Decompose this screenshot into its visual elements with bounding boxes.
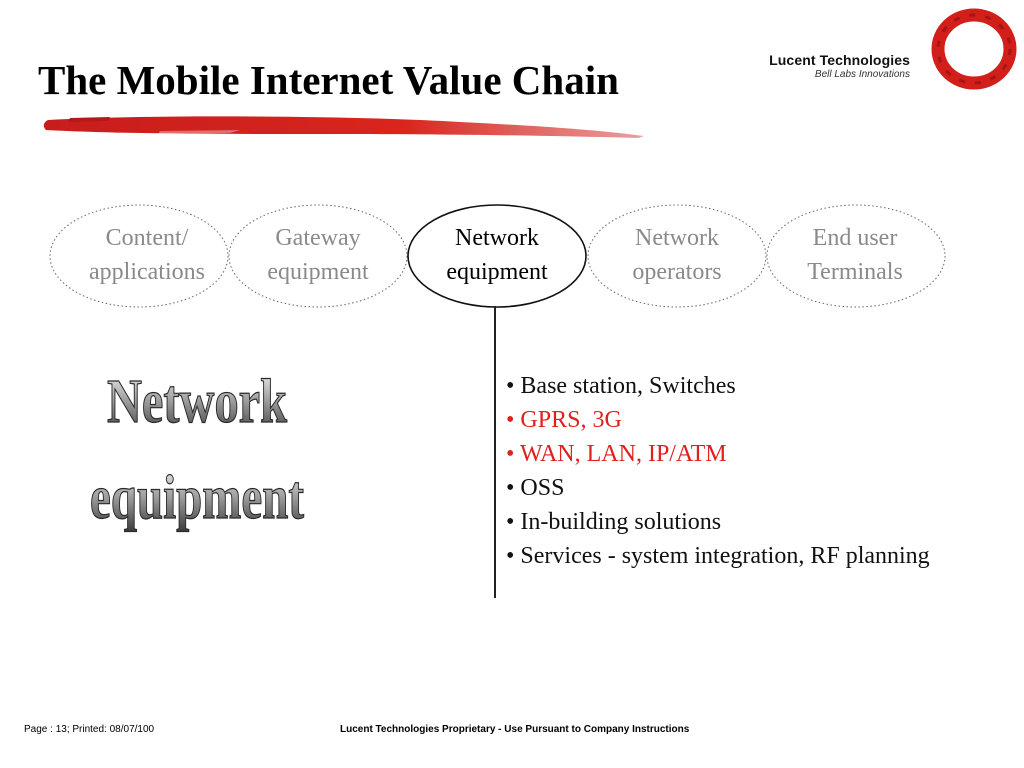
logo-tagline: Bell Labs Innovations <box>814 69 910 80</box>
chain-label-operators: Network operators <box>632 225 722 285</box>
slide-title: The Mobile Internet Value Chain <box>38 57 619 103</box>
wordart-line-1: Network <box>107 368 288 436</box>
wordart-line-2: equipment <box>90 464 305 532</box>
details-bullet-list <box>506 369 930 573</box>
connector-line <box>494 306 496 598</box>
bullet-item: • In-building solutions <box>506 509 722 535</box>
bullet-item: • Services - system integration, RF planning <box>506 543 930 569</box>
footer-page-info: Page : 13; Printed: 08/07/100 <box>24 724 155 735</box>
chain-label-terminals: End user Terminals <box>807 225 903 285</box>
bullet-item: • Base station, Switches <box>506 373 736 399</box>
chain-label-content: Content/ applications <box>89 225 205 285</box>
network-equipment-wordart <box>60 356 330 556</box>
bullet-item: • WAN, LAN, IP/ATM <box>506 441 727 467</box>
footer-proprietary-notice: Lucent Technologies Proprietary - Use Pursuant to Company Instructions <box>340 724 690 735</box>
bullet-item: • OSS <box>506 475 565 501</box>
logo-company-name: Lucent Technologies <box>769 52 910 68</box>
bullet-item: • GPRS, 3G <box>506 407 622 433</box>
chain-label-gateway: Gateway equipment <box>267 225 369 285</box>
chain-label-network-equipment: Network equipment <box>446 225 548 285</box>
